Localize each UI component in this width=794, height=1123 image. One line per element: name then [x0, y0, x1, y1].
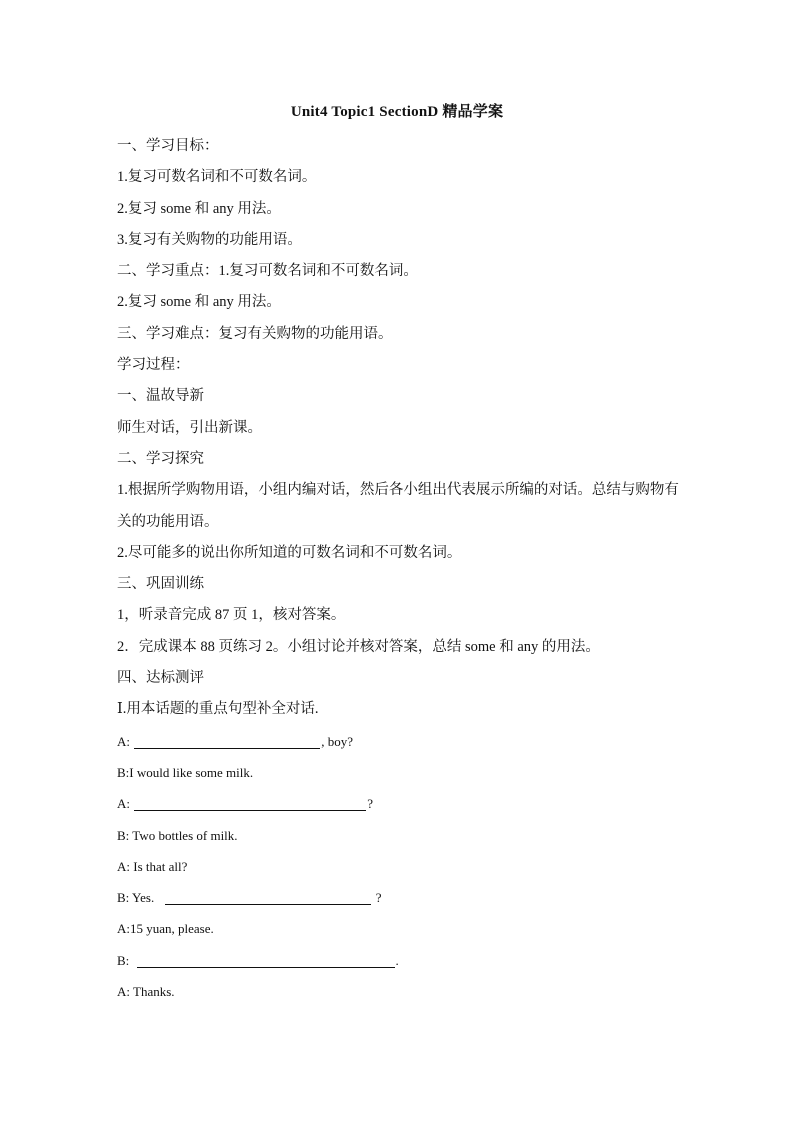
- dialogue-text: ?: [372, 890, 382, 906]
- dialogue-line: [117, 757, 687, 788]
- dialogue-line: [117, 945, 687, 976]
- dialogue-text: B: Two bottles of milk.: [117, 827, 238, 843]
- dialogue-text: ?: [367, 796, 374, 812]
- page-title: Unit4 Topic1 SectionD 精品学案: [290, 104, 504, 120]
- text-line: 二、学习重点：1.复习可数名词和不可数名词。: [117, 263, 418, 280]
- fill-blank[interactable]: [134, 733, 320, 749]
- fill-blank[interactable]: [137, 952, 395, 968]
- document-body: [117, 131, 687, 1007]
- dialogue-speaker: B: Yes.: [117, 890, 158, 906]
- text-line: 一、温故导新: [117, 388, 204, 405]
- dialogue-text: .: [395, 952, 399, 968]
- text-line: Ⅰ.用本话题的重点句型补全对话.: [117, 701, 319, 718]
- dialogue-line: [117, 976, 687, 1007]
- text-line: 2.尽可能多的说出你所知道的可数名词和不可数名词。: [117, 544, 462, 561]
- dialogue-speaker: B:: [117, 952, 133, 968]
- dialogue-line: [117, 913, 687, 944]
- dialogue-line: [117, 820, 687, 851]
- dialogue-text: A: Thanks.: [117, 984, 175, 1000]
- text-line: 1.复习可数名词和不可数名词。: [117, 169, 317, 186]
- text-line: 1，听录音完成 87 页 1，核对答案。: [117, 607, 346, 624]
- text-line: 2.复习 some 和 any 用法。: [117, 200, 281, 217]
- text-line: 2．完成课本 88 页练习 2。小组讨论并核对答案，总结 some 和 any 的用法。: [117, 638, 600, 655]
- text-paragraph: 1.根据所学购物用语，小组内编对话，然后各小组出代表展示所编的对话。总结与购物有关的功能用语。: [117, 482, 679, 530]
- text-line: 一、学习目标：: [117, 138, 219, 154]
- text-line: 二、学习探究: [117, 450, 204, 467]
- text-line: 学习过程：: [117, 357, 190, 374]
- dialogue-line: [117, 788, 687, 819]
- text-line: 师生对话，引出新课。: [117, 419, 262, 436]
- dialogue-text: , boy?: [321, 733, 354, 749]
- fill-blank[interactable]: [165, 889, 371, 905]
- text-line: 三、学习难点：复习有关购物的功能用语。: [117, 325, 393, 342]
- dialogue-line: [117, 851, 687, 882]
- text-line: 2.复习 some 和 any 用法。: [117, 294, 281, 311]
- dialogue-line: [117, 882, 687, 913]
- dialogue-text: B:I would like some milk.: [117, 764, 254, 780]
- text-line: 3.复习有关购物的功能用语。: [117, 231, 302, 248]
- dialogue-line: [117, 726, 687, 757]
- text-line: 四、达标测评: [117, 670, 204, 687]
- dialogue-speaker: A:: [117, 796, 134, 812]
- fill-blank[interactable]: [134, 795, 366, 811]
- text-line: 三、巩固训练: [117, 576, 204, 593]
- dialogue-speaker: A:: [117, 733, 134, 749]
- dialogue-text: A: Is that all?: [117, 858, 188, 874]
- dialogue-text: A:15 yuan, please.: [117, 921, 214, 937]
